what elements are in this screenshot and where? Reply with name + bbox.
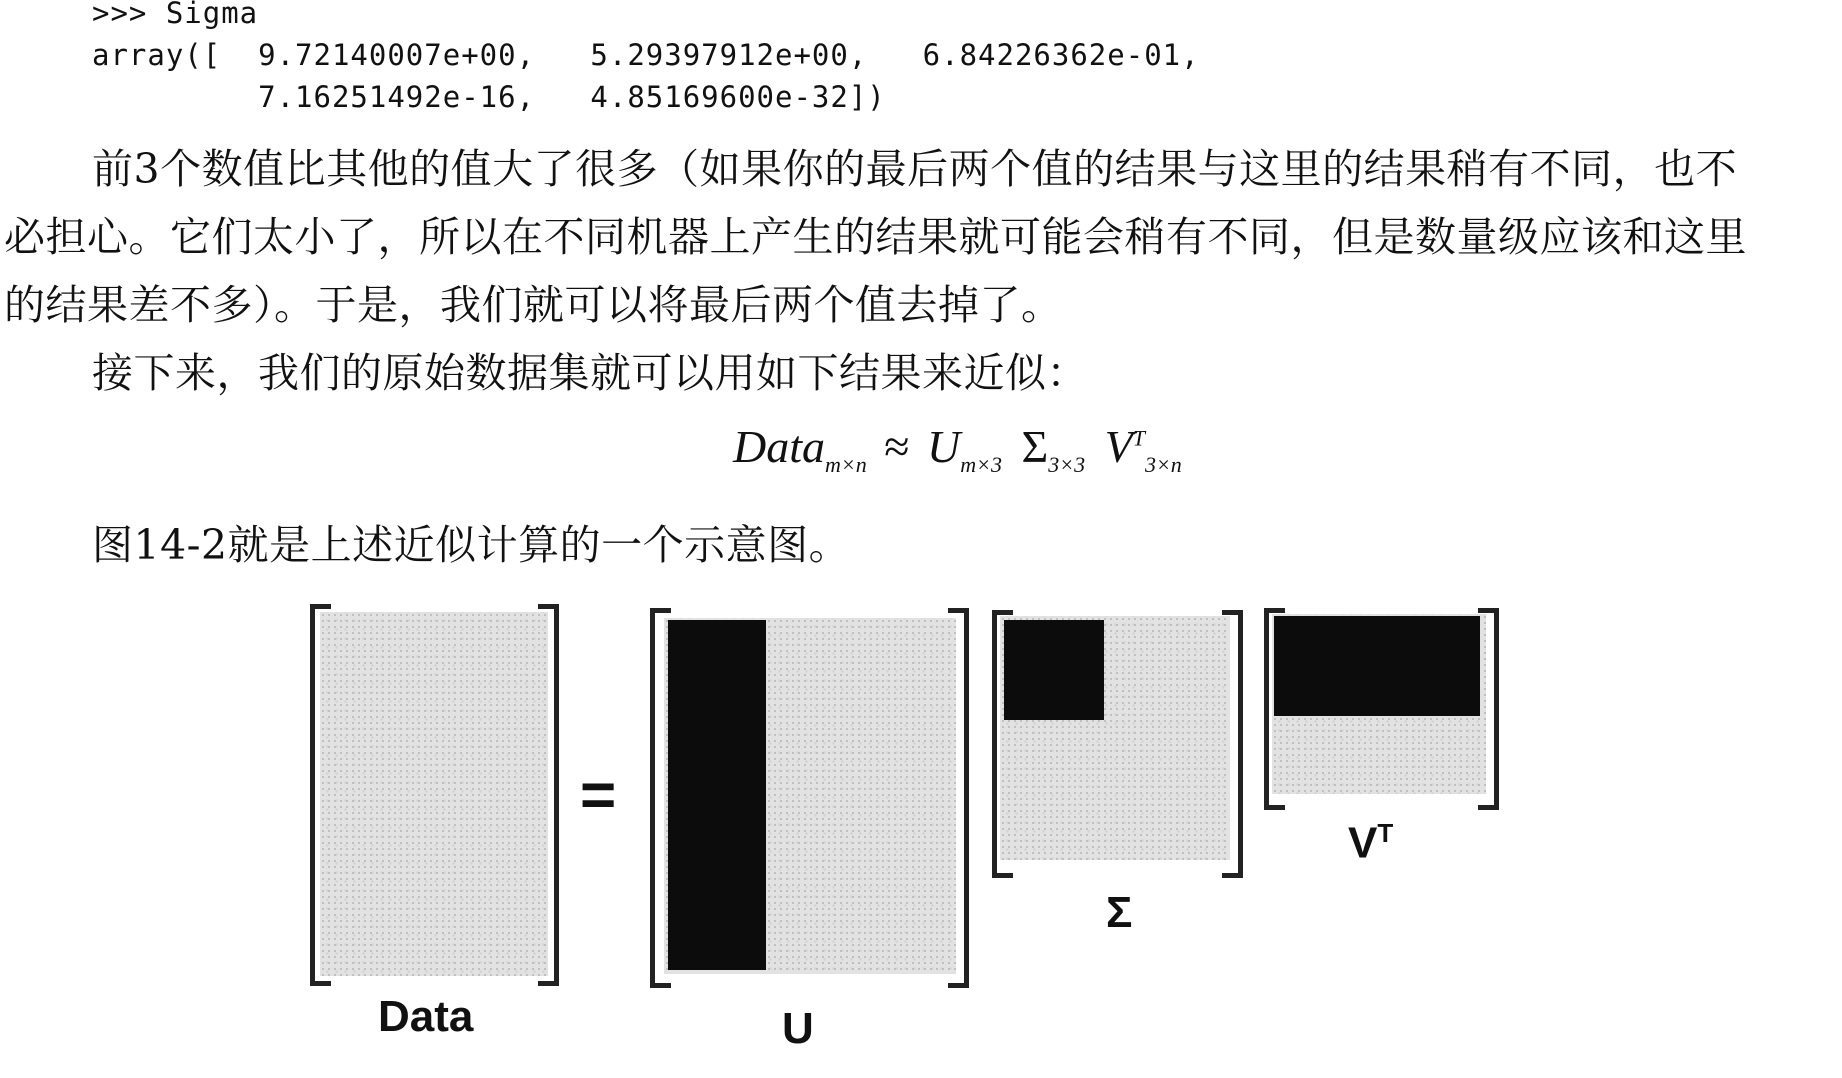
formula-v-sub: 3×n [1144, 452, 1182, 478]
paragraph-1-line-2: 必担心。它们太小了，所以在不同机器上产生的结果就可能会稍有不同，但是数量级应该和这里 [4, 213, 1747, 261]
formula-v: V [1104, 421, 1133, 472]
formula-v-sup: T [1132, 425, 1145, 451]
u-matrix-right-bracket [948, 608, 969, 988]
code-line-array-1: array([ 9.72140007e+00, 5.29397912e+00, 6.84226362e-01, [92, 38, 1200, 72]
equals-sign: = [580, 761, 617, 830]
formula-u-sub: m×3 [960, 452, 1002, 478]
vt-matrix-retained-rows [1274, 616, 1480, 716]
u-matrix-left-bracket [650, 608, 671, 988]
u-matrix-retained-columns [668, 620, 766, 970]
data-matrix-label: Data [378, 992, 474, 1041]
formula-sigma-sub: 3×3 [1048, 452, 1086, 478]
sigma-matrix-right-bracket [1222, 610, 1243, 878]
sigma-matrix-label: Σ [1106, 888, 1133, 937]
u-matrix-label: U [782, 1004, 814, 1053]
formula-approx: ≈ [884, 421, 910, 472]
code-line-array-2: 7.16251492e-16, 4.85169600e-32]) [92, 80, 886, 114]
formula-sigma: Σ [1021, 421, 1049, 472]
paragraph-1-line-1: 前3个数值比其他的值大了很多（如果你的最后两个值的结果与这里的结果稍有不同，也不 [92, 145, 1738, 193]
vt-matrix-label [1348, 818, 1393, 869]
paragraph-1-line-3: 的结果差不多）。于是，我们就可以将最后两个值去掉了。 [4, 281, 1063, 329]
formula-u: U [926, 421, 961, 472]
paragraph-2: 接下来，我们的原始数据集就可以用如下结果来近似： [92, 349, 1088, 397]
svd-formula [733, 420, 1182, 478]
sigma-matrix-retained-block [1004, 620, 1104, 720]
data-matrix-left-bracket [310, 604, 331, 986]
sigma-matrix-left-bracket [992, 610, 1013, 878]
code-line-prompt: >>> Sigma [92, 0, 259, 30]
paragraph-3: 图14-2就是上述近似计算的一个示意图。 [92, 521, 851, 569]
formula-data-sub: m×n [825, 452, 867, 478]
vt-matrix-right-bracket [1478, 608, 1499, 810]
formula-data: Data [733, 421, 825, 472]
data-matrix-body [320, 612, 548, 976]
data-matrix-right-bracket [538, 604, 559, 986]
vt-matrix-left-bracket [1264, 608, 1285, 810]
vt-label-sup: T [1377, 818, 1394, 848]
vt-label-v: V [1348, 818, 1378, 868]
